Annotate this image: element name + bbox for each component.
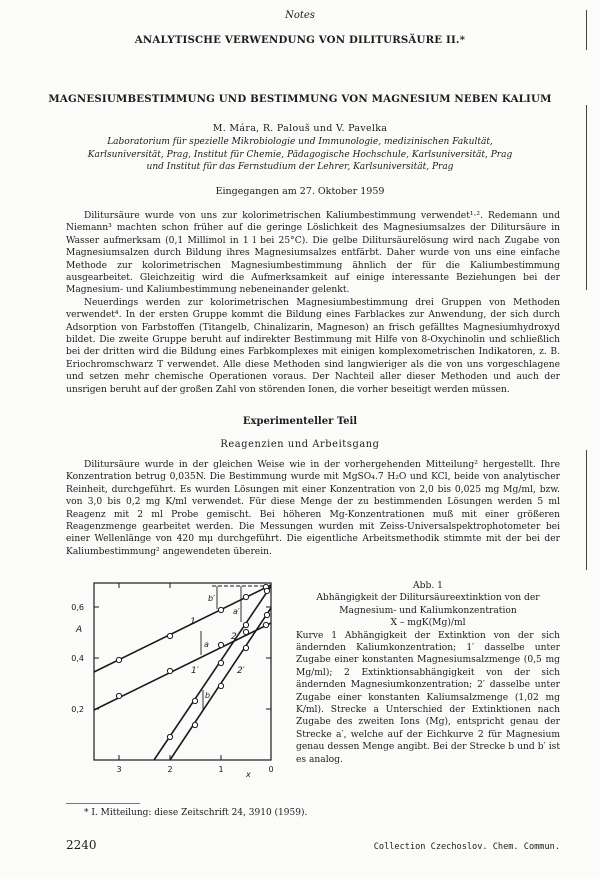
caption-title: Magnesium- und Kaliumkonzentration	[339, 605, 517, 616]
svg-text:1: 1	[190, 617, 196, 627]
affiliation-line: und Institut für das Fernstudium der Lehrer, Karlsuniversität, Prag	[146, 162, 454, 172]
running-head: Notes	[285, 10, 315, 21]
footnote: * I. Mitteilung: diese Zeitschrift 24, 3910 (1959).	[84, 808, 308, 818]
journal-name: Collection Czechoslov. Chem. Commun.	[373, 842, 560, 852]
paragraph: Dilitursäure wurde von uns zur kolorimetrischen Kaliumbestimmung verwendet¹·². Redemann und Niemann³ machten schon früher auf die geringe Löslichkeit des Magnesiumsalzes der Dilitursäure in Wasser aufmerksam (0,1 Millimol in 1 l bei 25°C). Die gelbe Dilitursäurelösung wird nach Zugabe von Magnesiumsalzen durch Bildung ihres Magnesiumsalzes entfärbt. Daher wurde von uns eine einfache Methode zur kolorimetrischen Magnesiumbestimmung ähnlich der für die Kaliumbestimmung ausgearbeitet. Gleichzeitig wird die Aufmerksamkeit auf einige interessante Beziehungen bei der Magnesium- und Kaliumbestimmung nebeneinander gelenkt.	[66, 211, 560, 296]
svg-text:0,6: 0,6	[71, 603, 84, 612]
svg-text:x: x	[246, 770, 251, 779]
svg-text:1: 1	[218, 765, 224, 774]
caption-body: Kurve 1 Abhängigkeit der Extinktion von der sich ändernden Kaliumkonzentration; 1′ dasselbe unter Zugabe einer konstanten Magnesiumsalzmenge (0,5 mg Mg/ml); 2 Extinktionsabhängigkeit von der sich ändernden Magnesiumkonzentration; 2′ dasselbe unter Zugabe einer konstanten Kaliumsalzmenge (1,02 mg K/ml). Strecke a Unterschied der Extinktionen nach Zugabe des zweiten Ions (Mg), entspricht genau der Strecke a′, welche auf der Eichkurve 2 für Magnesium genau dessen Menge angibt. Bei der Strecke b und b′ ist es analog.	[296, 630, 560, 765]
affiliation-line: Karlsuniversität, Prag, Institut für Chemie, Pädagogische Hochschule, Karlsuniversität, Prag	[87, 149, 513, 160]
scan-edge-line	[586, 450, 587, 570]
svg-text:a: a	[204, 640, 209, 649]
svg-text:a′: a′	[233, 607, 240, 616]
article-title-line2: MAGNESIUMBESTIMMUNG UND BESTIMMUNG VON MAGNESIUM NEBEN KALIUM	[48, 93, 552, 105]
affiliation	[60, 136, 540, 174]
svg-text:b′: b′	[208, 594, 215, 603]
received-date: Eingegangen am 27. Oktober 1959	[215, 186, 385, 197]
svg-text:A: A	[76, 625, 83, 635]
figure-caption	[296, 580, 560, 766]
svg-text:1′: 1′	[191, 666, 199, 676]
figure-label: Abb. 1	[413, 581, 443, 591]
caption-title: X – mgK(Mg)/ml	[390, 618, 466, 629]
caption-title: Abhängigkeit der Dilitursäureextinktion von der	[316, 593, 540, 604]
svg-text:2′: 2′	[237, 666, 245, 676]
page-number: 2240	[66, 838, 97, 852]
figure-chart	[40, 572, 290, 792]
svg-text:2: 2	[231, 632, 237, 642]
experimental-text	[66, 459, 560, 558]
section-heading: Experimenteller Teil	[242, 416, 358, 427]
svg-text:0,4: 0,4	[71, 654, 84, 663]
introduction	[66, 210, 560, 396]
authors: M. Mára, R. Palouš und V. Pavelka	[212, 123, 388, 134]
svg-text:3: 3	[116, 765, 122, 774]
subsection-heading: Reagenzien und Arbeitsgang	[220, 439, 380, 450]
svg-text:0: 0	[268, 765, 274, 774]
article-title-line1: ANALYTISCHE VERWENDUNG VON DILITURSÄURE II.*	[134, 34, 466, 46]
affiliation-line: Laboratorium für spezielle Mikrobiologie und Immunologie, medizinischen Fakultät,	[107, 137, 493, 147]
svg-text:0,2: 0,2	[71, 705, 84, 714]
paragraph: Dilitursäure wurde in der gleichen Weise wie in der vorhergehenden Mitteilung² hergestellt. Ihre Konzentration betrug 0,035N. Die Bestimmung wurde mit MgSO₄.7 H₂O und KCl, beide von analytischer Reinheit, durchgeführt. Es wurden Lösungen mit einer Konzentration von 2,0 bis 0,025 mg Mg/ml, bzw. von 3,0 bis 0,2 mg K/ml verwendet. Für diese Menge der zu bestimmenden Lösungen werden 5 ml Reagenz mit 2 ml Probe gemischt. Bei höheren Mg-Konzentrationen muß mit einer größeren Reagenzmenge gearbeitet werden. Die Messungen wurden mit Zeiss-Universalspektrophotometer bei einer Wellenlänge von 420 mμ durchgeführt. Die eigentliche Arbeitsmethodik stimmte mit der bei der Kaliumbestimmung² angewendeten überein.	[66, 460, 560, 557]
footnote-divider	[66, 803, 140, 804]
paragraph: Neuerdings werden zur kolorimetrischen Magnesiumbestimmung drei Gruppen von Methoden verwendet⁴. In der ersten Gruppe kommt die Bildung eines Farblackes zur Anwendung, der sich durch Adsorption von Farbstoffen (Titangelb, Chinalizarin, Magneson) an frisch gefälltes Magnesiumhydroxyd bildet. Die zweite Gruppe beruht auf indirekter Bestimmung mit Hilfe von 8-Oxychinolin und schließlich bei der dritten wird die Bildung eines Farbkomplexes mit einigen komplexometrischen Indikatoren, z. B. Eriochromschwarz T verwendet. Alle diese Methoden sind langwieriger als die von uns vorgeschlagene und setzen mehr chemische Operationen voraus. Der Nachteil aller dieser Methoden und auch der unsrigen beruht auf der großen Zahl von störenden Ionen, die vorher beseitigt werden müssen.	[66, 297, 560, 395]
svg-text:2: 2	[167, 765, 173, 774]
svg-text:b: b	[205, 691, 211, 700]
